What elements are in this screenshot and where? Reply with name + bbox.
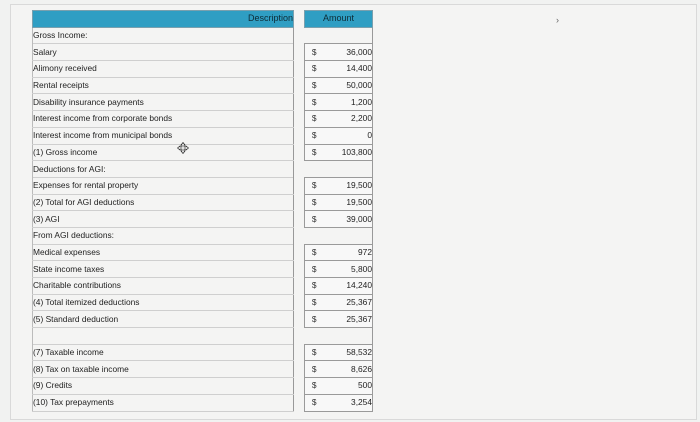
- tax-worksheet-table: [32, 10, 373, 412]
- table-row: [33, 111, 373, 128]
- row-label: (2) Total for AGI deductions: [33, 194, 294, 211]
- table-row: [33, 361, 373, 378]
- currency-symbol: $: [305, 44, 324, 61]
- amount-cell[interactable]: 50,000: [324, 77, 373, 94]
- table-row: [33, 127, 373, 144]
- currency-symbol: [305, 328, 324, 345]
- row-label: State income taxes: [33, 261, 294, 278]
- currency-symbol: $: [305, 61, 324, 78]
- row-label: Expenses for rental property: [33, 177, 294, 194]
- amount-cell[interactable]: 0: [324, 127, 373, 144]
- table-row: [33, 211, 373, 228]
- row-label: Disability insurance payments: [33, 94, 294, 111]
- amount-cell[interactable]: 2,200: [324, 111, 373, 128]
- row-label: (7) Taxable income: [33, 344, 294, 361]
- amount-cell[interactable]: 500: [324, 378, 373, 395]
- amount-cell[interactable]: 972: [324, 244, 373, 261]
- row-label: (4) Total itemized deductions: [33, 294, 294, 311]
- amount-cell[interactable]: 103,800: [324, 144, 373, 161]
- currency-symbol: $: [305, 278, 324, 295]
- row-label: (1) Gross income: [33, 144, 294, 161]
- currency-symbol: $: [305, 144, 324, 161]
- row-label: Charitable contributions: [33, 278, 294, 295]
- amount-cell[interactable]: 8,626: [324, 361, 373, 378]
- amount-cell[interactable]: 19,500: [324, 177, 373, 194]
- table-row: [33, 61, 373, 78]
- row-label: Alimony received: [33, 61, 294, 78]
- table-row: [33, 344, 373, 361]
- row-label: (3) AGI: [33, 211, 294, 228]
- row-label: From AGI deductions:: [33, 227, 294, 244]
- amount-cell[interactable]: 5,800: [324, 261, 373, 278]
- table-row: [33, 44, 373, 61]
- amount-cell[interactable]: 25,367: [324, 311, 373, 328]
- currency-symbol: $: [305, 361, 324, 378]
- table-row: [33, 244, 373, 261]
- table-row: [33, 94, 373, 111]
- row-label: Interest income from corporate bonds: [33, 111, 294, 128]
- row-label: (5) Standard deduction: [33, 311, 294, 328]
- currency-symbol: $: [305, 194, 324, 211]
- row-label: (10) Tax prepayments: [33, 394, 294, 411]
- currency-symbol: $: [305, 394, 324, 411]
- currency-symbol: $: [305, 378, 324, 395]
- table-row: [33, 294, 373, 311]
- row-label: Medical expenses: [33, 244, 294, 261]
- currency-symbol: $: [305, 244, 324, 261]
- currency-symbol: $: [305, 211, 324, 228]
- row-label: Interest income from municipal bonds: [33, 127, 294, 144]
- table-row: [33, 161, 373, 178]
- amount-cell[interactable]: 14,400: [324, 61, 373, 78]
- currency-symbol: $: [305, 261, 324, 278]
- table-row: [33, 27, 373, 44]
- row-label: (8) Tax on taxable income: [33, 361, 294, 378]
- amount-cell: [324, 227, 373, 244]
- amount-cell: [324, 27, 373, 44]
- table-row: [33, 278, 373, 295]
- amount-cell: [324, 161, 373, 178]
- currency-symbol: $: [305, 177, 324, 194]
- amount-cell[interactable]: 25,367: [324, 294, 373, 311]
- row-label: Deductions for AGI:: [33, 161, 294, 178]
- row-label: Gross Income:: [33, 27, 294, 44]
- currency-symbol: [305, 227, 324, 244]
- row-label: (9) Credits: [33, 378, 294, 395]
- currency-symbol: $: [305, 127, 324, 144]
- amount-header: Amount: [305, 11, 373, 28]
- table-row: [33, 77, 373, 94]
- description-header: Description: [33, 11, 294, 28]
- currency-symbol: $: [305, 294, 324, 311]
- table-row: [33, 177, 373, 194]
- table-row: [33, 328, 373, 345]
- table-row: [33, 227, 373, 244]
- amount-cell[interactable]: 19,500: [324, 194, 373, 211]
- amount-cell[interactable]: 3,254: [324, 394, 373, 411]
- amount-cell[interactable]: 36,000: [324, 44, 373, 61]
- row-label: Salary: [33, 44, 294, 61]
- amount-cell[interactable]: 58,532: [324, 344, 373, 361]
- move-cursor-icon: [177, 142, 189, 154]
- table-row: [33, 394, 373, 411]
- currency-symbol: $: [305, 94, 324, 111]
- table-row: [33, 378, 373, 395]
- currency-symbol: $: [305, 344, 324, 361]
- header-row: [33, 11, 373, 28]
- currency-symbol: $: [305, 311, 324, 328]
- stray-mark: ›: [556, 15, 559, 25]
- currency-symbol: [305, 161, 324, 178]
- table-row: [33, 194, 373, 211]
- worksheet-area: [10, 4, 697, 420]
- currency-symbol: [305, 27, 324, 44]
- amount-cell: [324, 328, 373, 345]
- amount-cell[interactable]: 1,200: [324, 94, 373, 111]
- row-label: [33, 328, 294, 345]
- table-row: [33, 311, 373, 328]
- row-label: Rental receipts: [33, 77, 294, 94]
- amount-cell[interactable]: 14,240: [324, 278, 373, 295]
- currency-symbol: $: [305, 111, 324, 128]
- table-row: [33, 261, 373, 278]
- amount-cell[interactable]: 39,000: [324, 211, 373, 228]
- currency-symbol: $: [305, 77, 324, 94]
- table-row: [33, 144, 373, 161]
